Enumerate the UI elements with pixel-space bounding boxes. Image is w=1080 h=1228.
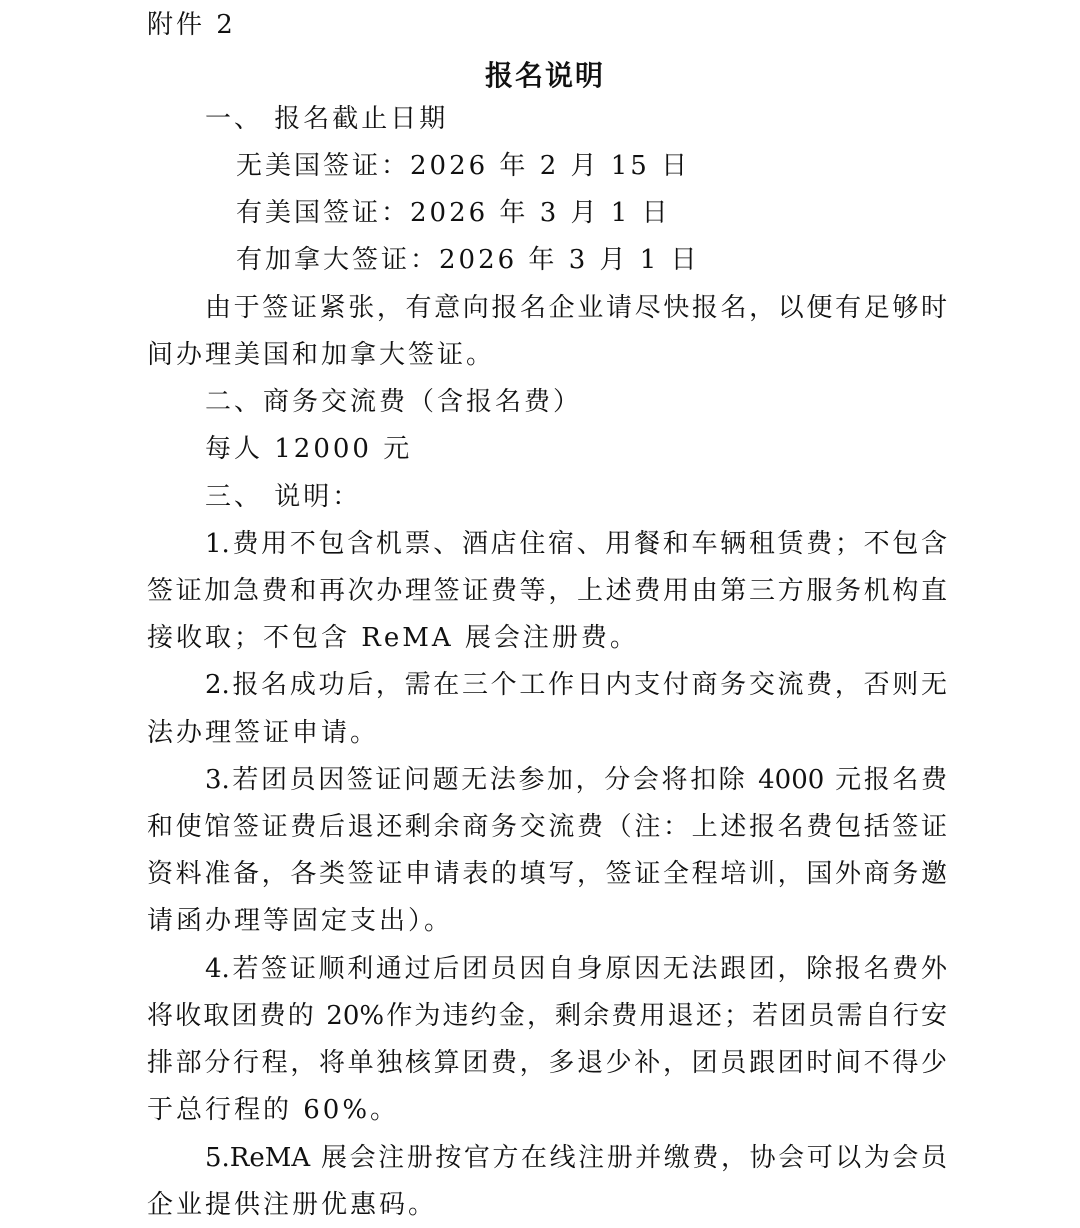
item3-line-1: 3.若团员因签证问题无法参加，分会将扣除 4000 元报名费: [205, 765, 947, 795]
deadline-us-visa: 有美国签证：2026 年 3 月 1 日: [236, 198, 671, 228]
section1-heading: 一、 报名截止日期: [205, 104, 449, 134]
item4-line-3: 排部分行程，将单独核算团费，多退少补，团员跟团时间不得少: [147, 1048, 947, 1078]
item5-line-2: 企业提供注册优惠码。: [147, 1190, 438, 1220]
page-title: 报名说明: [484, 59, 605, 92]
deadline-canada-visa: 有加拿大签证：2026 年 3 月 1 日: [236, 245, 700, 275]
fee-per-person: 每人 12000 元: [205, 434, 413, 464]
section1-note-line-1: 由于签证紧张，有意向报名企业请尽快报名，以便有足够时: [205, 293, 947, 323]
item2-line-2: 法办理签证申请。: [147, 718, 380, 748]
deadline-no-us-visa: 无美国签证：2026 年 2 月 15 日: [236, 151, 691, 181]
item3-line-4: 请函办理等固定支出）。: [147, 906, 454, 936]
item5-line-1: 5.ReMA 展会注册按官方在线注册并缴费，协会可以为会员: [205, 1143, 947, 1173]
item3-line-3: 资料准备，各类签证申请表的填写，签证全程培训，国外商务邀: [147, 859, 947, 889]
item4-line-1: 4.若签证顺利通过后团员因自身原因无法跟团，除报名费外: [205, 954, 947, 984]
item1-line-1: 1.费用不包含机票、酒店住宿、用餐和车辆租赁费；不包含: [205, 529, 947, 559]
section2-heading: 二、商务交流费（含报名费）: [205, 387, 583, 417]
item4-line-2: 将收取团费的 20%作为违约金，剩余费用退还；若团员需自行安: [147, 1001, 947, 1031]
item1-line-2: 签证加急费和再次办理签证费等，上述费用由第三方服务机构直: [147, 576, 947, 606]
section3-heading: 三、 说明：: [205, 482, 362, 512]
attachment-label: 附件 2: [147, 10, 236, 40]
item3-line-2: 和使馆签证费后退还剩余商务交流费（注：上述报名费包括签证: [147, 812, 947, 842]
item1-line-3: 接收取；不包含 ReMA 展会注册费。: [147, 623, 639, 653]
item2-line-1: 2.报名成功后，需在三个工作日内支付商务交流费，否则无: [205, 670, 947, 700]
section1-note-line-2: 间办理美国和加拿大签证。: [147, 340, 496, 370]
item4-line-4: 于总行程的 60%。: [147, 1095, 400, 1125]
